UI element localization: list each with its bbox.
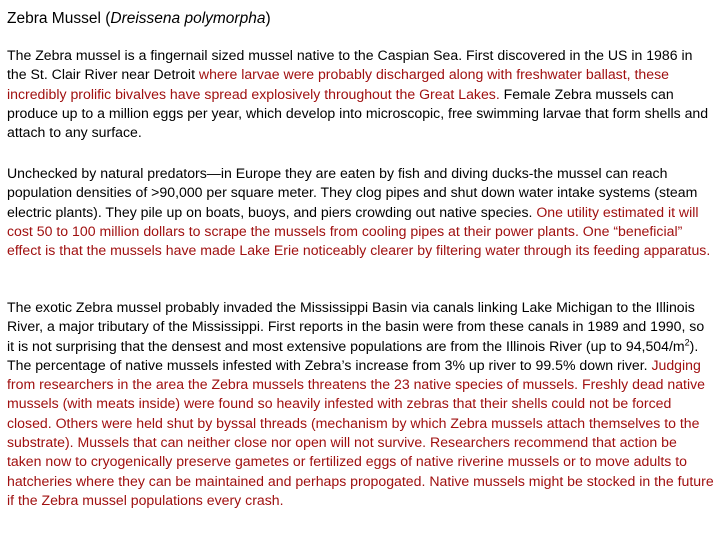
p3-highlight-1: Judging from researchers in the area the Zebra mussels threatens the 23 native species of mussels. Freshly dead native mussels (with meats inside) were found so heavily infested with zebras that their shells could not be forced closed. Others were held shut by byssal threads (mechanism by which Zebra mussels attach themselves to the substrate). Mussels that can neither close nor open will not survive. Researchers recommend that action be taken now to cryogenically preserve gametes or fertilized eggs of native riverine mussels or to move adults to hatcheries where they can be maintained and perhaps propogated. Native mussels might be stocked in the future if the Zebra mussel populations every crash. [7,356,714,508]
paragraph-2 [7,164,715,260]
p2-highlight-1: One utility estimated it will cost 50 to 100 million dollars to scrape the mussels from cooling pipes at their power plants. One “beneficial” effect is that the mussels have made Lake Erie noticeably clearer by filtering water through its feeding apparatus. [7,203,711,259]
paragraph-1 [7,46,715,142]
p2-text-1: Unchecked by natural predators—in Europe they are eaten by fish and diving ducks-the mussel can reach population densities of >90,000 per square meter. They clog pipes and shut down water intake systems (steam electric plants). They pile up on boats, buoys, and piers crowding out native species. [7,165,698,220]
page-title [7,9,271,28]
title-main: Zebra Mussel ( [7,10,111,27]
p3-superscript: 2 [684,336,690,347]
p3-text-1: The exotic Zebra mussel probably invaded the Mississippi Basin via canals linking Lake Michigan to the Illinois River, a major tributary of the Mississippi. First reports in the basin were from these canals in 1989 and 1990, so it is not surprising that the densest and most extensive populations are from the Illinois River (up to 94,504/m [7,299,705,354]
p1-highlight-1: where larvae were probably discharged along with freshwater ballast, these incredibly prolific bivalves have spread explosively throughout the Great Lakes. [7,66,669,102]
p1-text-2: Female Zebra mussels can produce up to a million eggs per year, which develop into microscopic, free swimming larvae that form shells and attach to any surface. [7,85,709,141]
p1-text-1: The Zebra mussel is a fingernail sized mussel native to the Caspian Sea. First discovered in the US in 1986 in the St. Clair River near Detroit [7,47,693,83]
paragraph-3 [7,298,715,510]
p3-text-2: ). The percentage of native mussels infested with Zebra’s increase from 3% up river to 99.5% down river. [7,337,699,373]
title-close: ) [265,10,271,27]
title-species: Dreissena polymorpha [110,10,266,27]
